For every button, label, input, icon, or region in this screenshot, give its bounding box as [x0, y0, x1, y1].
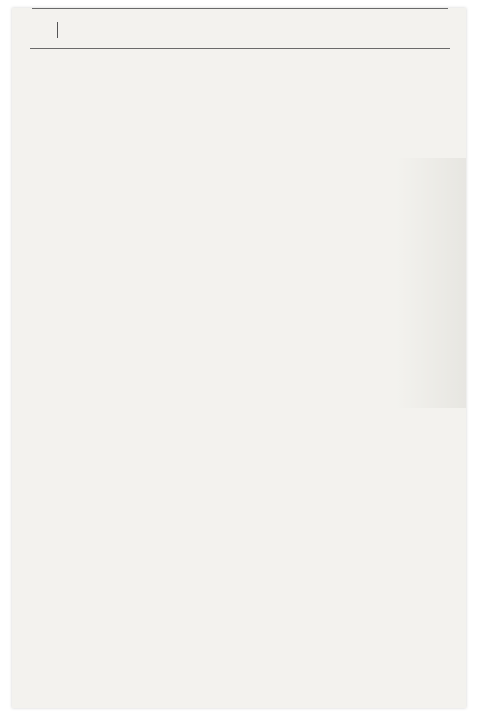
chapter-title	[93, 8, 423, 24]
header-divider	[57, 22, 58, 38]
book-page	[12, 8, 466, 708]
bleed-through-shadow	[396, 158, 466, 408]
chapter-title-line	[93, 8, 423, 24]
chapter-rule-bottom	[32, 8, 448, 9]
